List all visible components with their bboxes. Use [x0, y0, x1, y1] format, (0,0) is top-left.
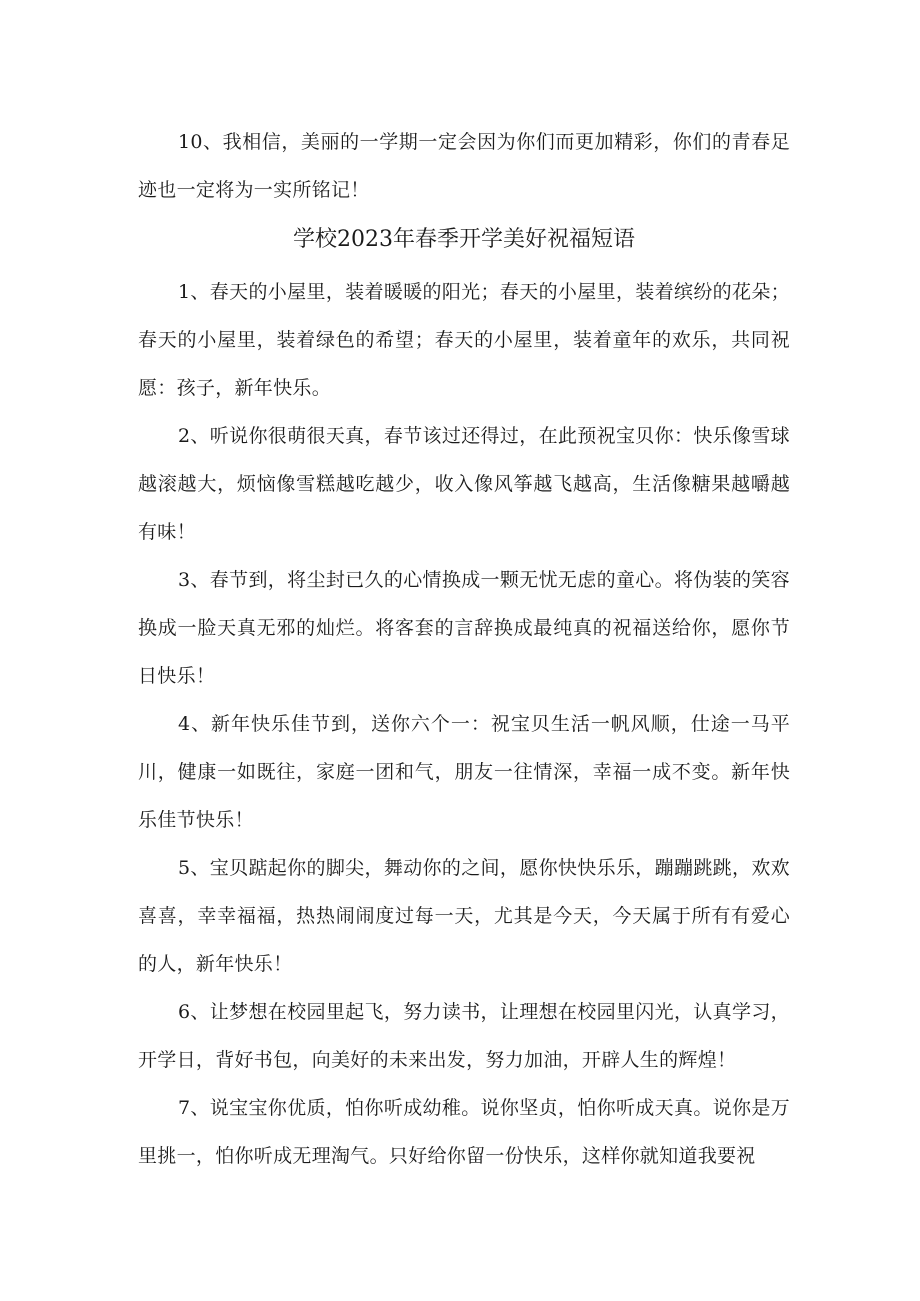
- page-title: 学校2023年春季开学美好祝福短语: [293, 227, 635, 252]
- document-page: [138, 118, 790, 1180]
- list-item: 1、春天的小屋里，装着暖暖的阳光；春天的小屋里，装着缤纷的花朵；春天的小屋里，装着绿色的希望；春天的小屋里，装着童年的欢乐，共同祝愿：孩子，新年快乐。: [138, 281, 790, 399]
- list-item: 5、宝贝踮起你的脚尖，舞动你的之间，愿你快快乐乐，蹦蹦跳跳，欢欢喜喜，幸幸福福，热热闹闹度过每一天，尤其是今天，今天属于所有有爱心的人，新年快乐！: [138, 857, 790, 975]
- intro-paragraph: 10、我相信，美丽的一学期一定会因为你们而更加精彩，你们的青春足迹也一定将为一实所铭记！: [138, 131, 790, 201]
- list-item: 7、说宝宝你优质，怕你听成幼稚。说你坚贞，怕你听成天真。说你是万里挑一，怕你听成无理淘气。只好给你留一份快乐，这样你就知道我要祝: [138, 1097, 790, 1167]
- list-item: 4、新年快乐佳节到，送你六个一：祝宝贝生活一帆风顺，仕途一马平川，健康一如既往，家庭一团和气，朋友一往情深，幸福一成不变。新年快乐佳节快乐！: [138, 713, 790, 831]
- list-item: 3、春节到，将尘封已久的心情换成一颗无忧无虑的童心。将伪装的笑容换成一脸天真无邪的灿烂。将客套的言辞换成最纯真的祝福送给你，愿你节日快乐！: [138, 569, 790, 687]
- list-item: 6、让梦想在校园里起飞，努力读书，让理想在校园里闪光，认真学习，开学日，背好书包，向美好的未来出发，努力加油，开辟人生的辉煌！: [138, 1001, 790, 1071]
- list-item: 2、听说你很萌很天真，春节该过还得过，在此预祝宝贝你：快乐像雪球越滚越大，烦恼像雪糕越吃越少，收入像风筝越飞越高，生活像糖果越嚼越有味！: [138, 425, 790, 543]
